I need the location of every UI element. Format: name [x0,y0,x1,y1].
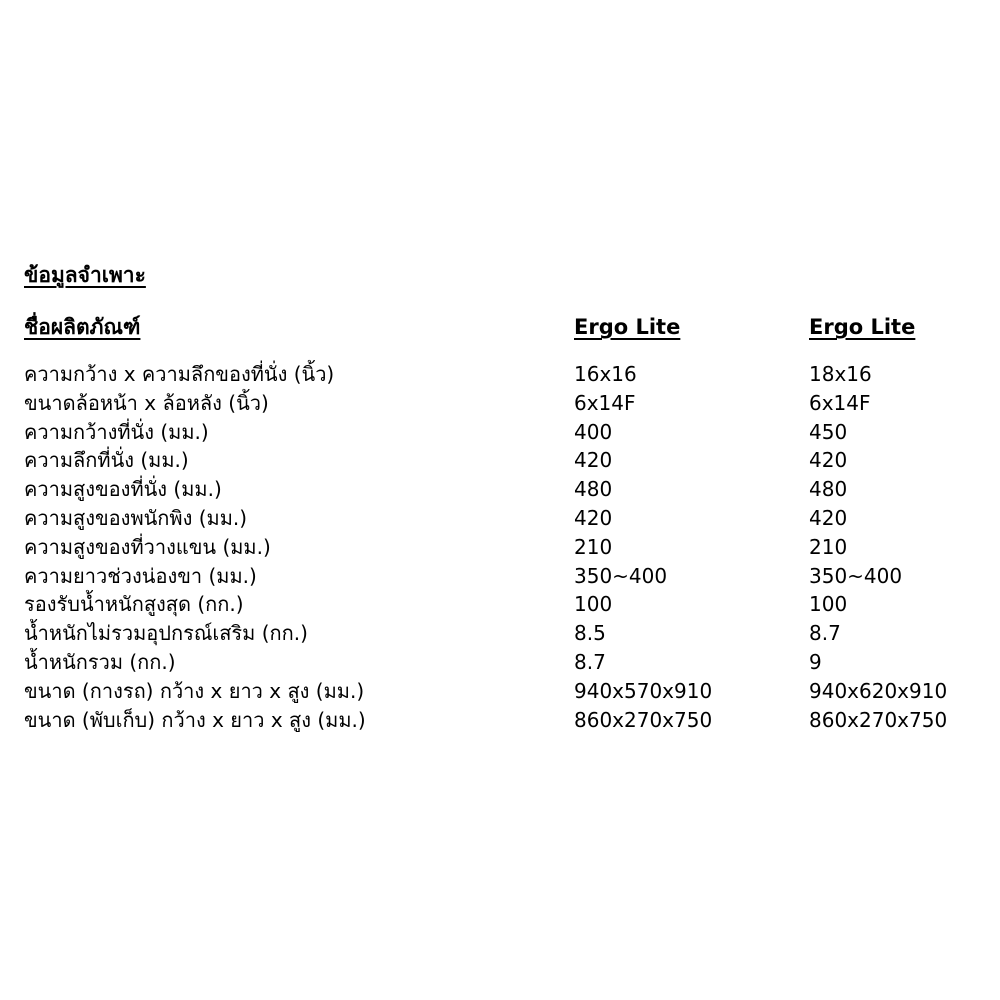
row-label: ขนาด (พับเก็บ) กว้าง x ยาว x สูง (มม.) [24,707,366,732]
table-row [24,389,984,418]
row-value-b: 6x14F [809,390,871,415]
table-header-row [24,310,984,360]
header-model-b: Ergo Lite [809,315,916,339]
table-row [24,706,984,735]
row-label: น้ำหนักรวม (กก.) [24,649,176,674]
row-value-a: 350~400 [574,563,668,588]
table-row [24,360,984,389]
table-row [24,504,984,533]
table-row [24,446,984,475]
row-label: น้ำหนักไม่รวมอุปกรณ์เสริม (กก.) [24,621,308,646]
row-value-b: 480 [809,477,848,502]
table-row [24,648,984,677]
table-row [24,562,984,591]
header-model-a: Ergo Lite [574,315,681,339]
row-value-b: 450 [809,419,848,444]
header-product-name: ชื่อผลิตภัณฑ์ [24,315,141,339]
row-value-a: 8.7 [574,649,606,674]
row-value-b: 18x16 [809,362,872,386]
row-label: รองรับน้ำหนักสูงสุด (กก.) [24,592,244,617]
row-label: ขนาด (กางรถ) กว้าง x ยาว x สูง (มม.) [24,678,365,703]
row-label: ความลึกที่นั่ง (มม.) [24,448,189,473]
row-value-a: 400 [574,419,613,444]
table-row [24,475,984,504]
row-value-b: 8.7 [809,621,841,646]
row-label: ความยาวช่วงน่องขา (มม.) [24,563,257,588]
row-value-a: 860x270x750 [574,707,713,732]
row-label: ความสูงของที่นั่ง (มม.) [24,477,222,502]
table-row [24,533,984,562]
row-value-b: 420 [809,448,848,473]
row-value-b: 860x270x750 [809,707,948,732]
table-row [24,418,984,447]
row-value-a: 100 [574,592,613,617]
row-label: ความกว้าง x ความลึกของที่นั่ง (นิ้ว) [24,362,335,386]
row-value-b: 940x620x910 [809,678,948,703]
spec-sheet [24,258,984,734]
row-value-b: 9 [809,649,822,674]
row-label: ความสูงของพนักพิง (มม.) [24,505,248,530]
table-row [24,677,984,706]
row-value-a: 420 [574,448,613,473]
table-row [24,590,984,619]
row-value-a: 16x16 [574,362,637,386]
row-label: ความสูงของที่วางแขน (มม.) [24,534,271,559]
row-value-b: 100 [809,592,848,617]
section-title: ข้อมูลจำเพาะ [24,263,146,287]
row-value-a: 6x14F [574,390,636,415]
spec-table [24,310,984,734]
row-value-a: 8.5 [574,621,606,646]
row-value-a: 420 [574,505,613,530]
row-label: ขนาดล้อหน้า x ล้อหลัง (นิ้ว) [24,390,269,415]
row-value-a: 940x570x910 [574,678,713,703]
row-value-b: 350~400 [809,563,903,588]
row-label: ความกว้างที่นั่ง (มม.) [24,419,209,444]
table-row [24,619,984,648]
row-value-b: 210 [809,534,848,559]
row-value-a: 480 [574,477,613,502]
row-value-b: 420 [809,505,848,530]
row-value-a: 210 [574,534,613,559]
